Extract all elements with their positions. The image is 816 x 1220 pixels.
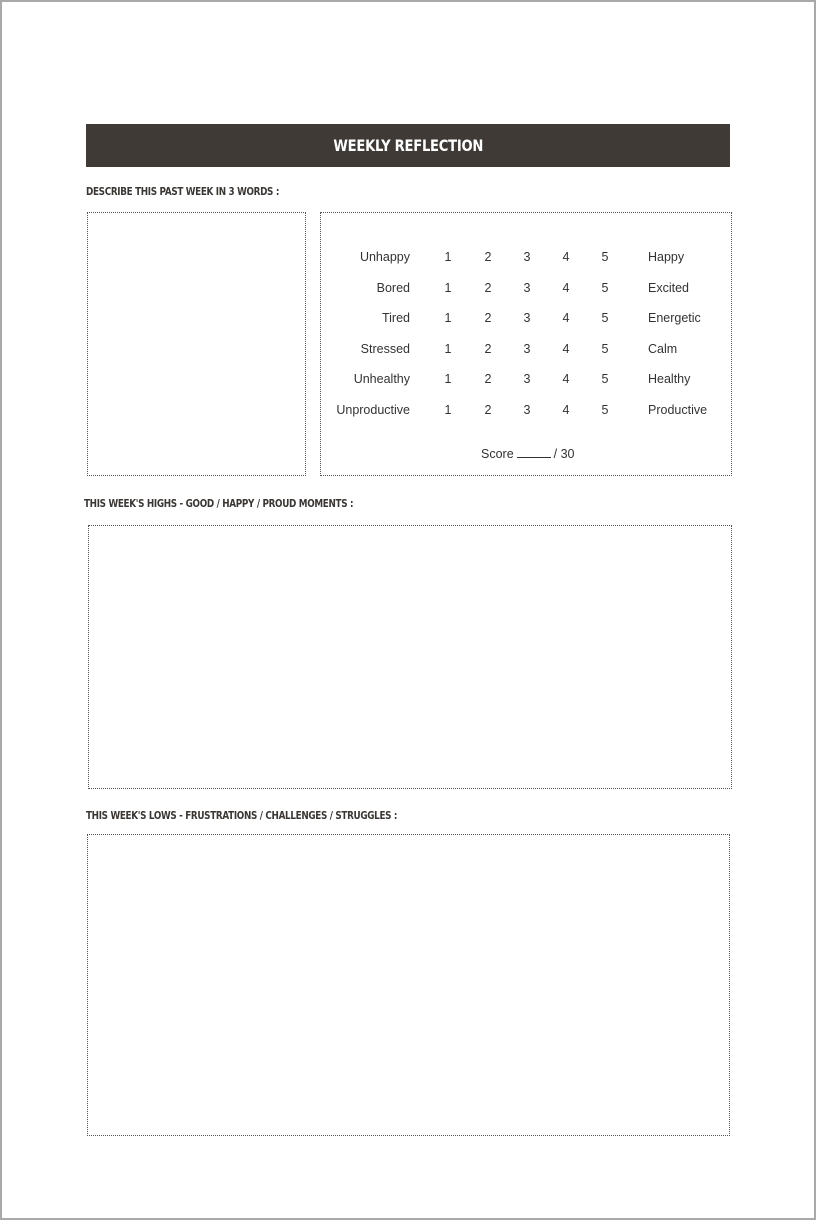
rating-option[interactable]: 2 xyxy=(484,403,492,417)
rating-option[interactable]: 4 xyxy=(562,372,570,387)
score-label: Score xyxy=(481,447,514,461)
rating-row xyxy=(320,403,732,423)
rating-option[interactable]: 1 xyxy=(444,341,452,356)
title-banner xyxy=(86,124,730,167)
score-blank[interactable] xyxy=(517,448,551,458)
rating-option[interactable]: 3 xyxy=(523,280,531,295)
rating-option[interactable]: 2 xyxy=(484,341,492,356)
highs-label: THIS WEEK'S HIGHS - GOOD / HAPPY / PROUD MOMENTS : xyxy=(84,497,354,510)
rating-option[interactable]: 4 xyxy=(562,341,570,356)
rating-low-label: Unhappy xyxy=(359,250,410,264)
lows-label: THIS WEEK'S LOWS - FRUSTRATIONS / CHALLENGES / STRUGGLES : xyxy=(86,809,398,822)
rating-option[interactable]: 4 xyxy=(562,403,570,417)
rating-high-label: Excited xyxy=(648,280,689,295)
rating-high-label: Productive xyxy=(648,403,708,417)
rating-row xyxy=(320,250,732,270)
rating-row xyxy=(320,372,732,392)
three-words-box[interactable] xyxy=(87,212,306,476)
rating-high-label: Happy xyxy=(648,250,685,264)
rating-option[interactable]: 3 xyxy=(523,372,531,387)
rating-low-label: Tired xyxy=(381,311,410,326)
rating-low-label: Stressed xyxy=(360,341,410,356)
rating-option[interactable]: 3 xyxy=(523,341,531,356)
describe-week-label: DESCRIBE THIS PAST WEEK IN 3 WORDS : xyxy=(86,185,280,198)
rating-row xyxy=(320,281,732,301)
rating-option[interactable]: 1 xyxy=(444,311,452,326)
lows-box[interactable] xyxy=(87,834,730,1136)
rating-option[interactable]: 5 xyxy=(601,341,609,356)
rating-option[interactable]: 5 xyxy=(601,403,609,417)
rating-high-label: Energetic xyxy=(648,311,701,326)
rating-option[interactable]: 1 xyxy=(444,280,452,295)
rating-low-label: Unproductive xyxy=(336,403,410,417)
rating-low-label: Bored xyxy=(376,280,410,295)
rating-option[interactable]: 3 xyxy=(523,403,531,417)
rating-high-label: Calm xyxy=(648,341,678,356)
score-line xyxy=(481,447,575,461)
rating-option[interactable]: 3 xyxy=(523,250,531,264)
rating-option[interactable]: 1 xyxy=(444,372,452,387)
rating-option[interactable]: 4 xyxy=(562,250,570,264)
rating-option[interactable]: 3 xyxy=(523,311,531,326)
rating-row xyxy=(320,311,732,331)
rating-option[interactable]: 5 xyxy=(601,250,609,264)
rating-low-label: Unhealthy xyxy=(353,372,410,387)
rating-option[interactable]: 2 xyxy=(484,372,492,387)
rating-option[interactable]: 4 xyxy=(562,280,570,295)
rating-option[interactable]: 4 xyxy=(562,311,570,326)
rating-option[interactable]: 2 xyxy=(484,250,492,264)
rating-option[interactable]: 1 xyxy=(444,403,452,417)
rating-option[interactable]: 5 xyxy=(601,372,609,387)
page-title: WEEKLY REFLECTION xyxy=(333,136,483,155)
score-total: / 30 xyxy=(553,447,575,461)
rating-option[interactable]: 2 xyxy=(484,311,492,326)
rating-option[interactable]: 5 xyxy=(601,311,609,326)
rating-option[interactable]: 2 xyxy=(484,280,492,295)
rating-row xyxy=(320,342,732,362)
rating-high-label: Healthy xyxy=(648,372,691,387)
rating-option[interactable]: 5 xyxy=(601,280,609,295)
highs-box[interactable] xyxy=(88,525,732,789)
rating-option[interactable]: 1 xyxy=(444,250,452,264)
